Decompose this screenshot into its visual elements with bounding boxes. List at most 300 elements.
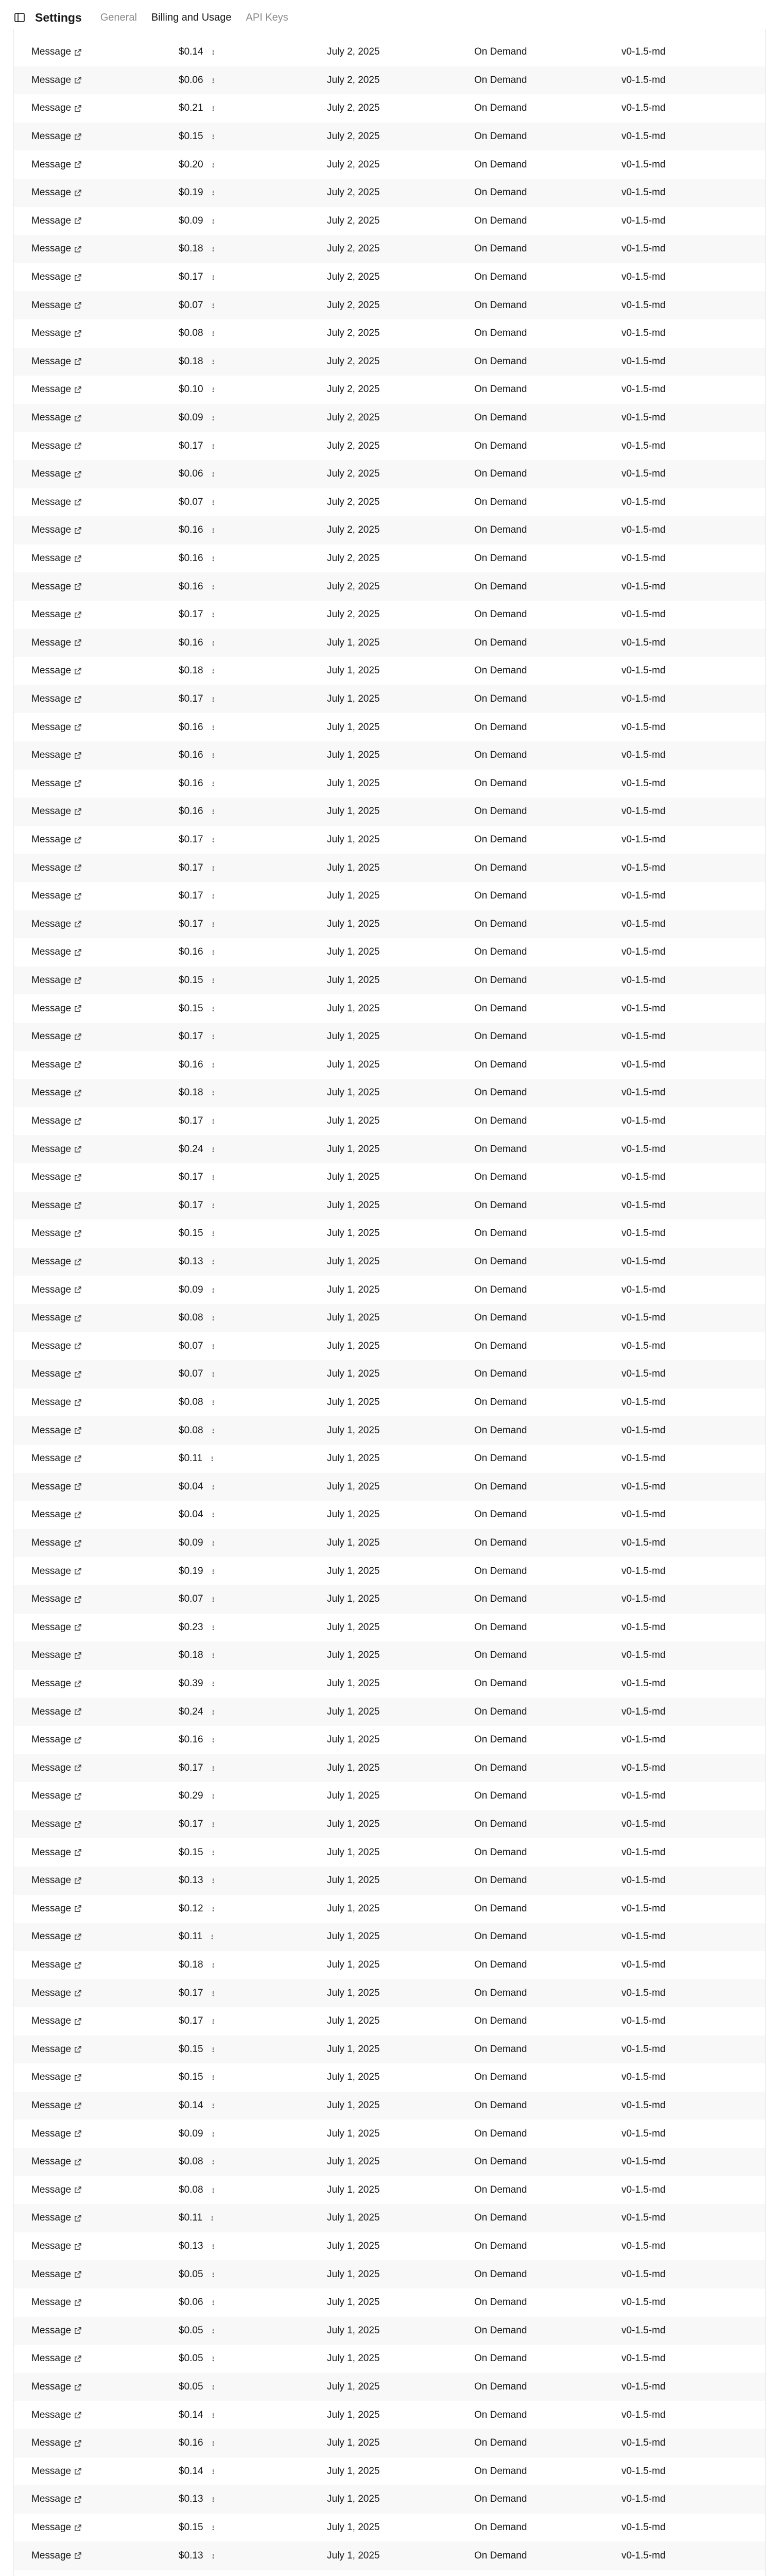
message-link[interactable] [31,553,82,564]
message-link[interactable] [31,806,82,817]
info-icon[interactable] [210,274,217,281]
message-link[interactable] [31,272,82,283]
tab-api-keys[interactable]: API Keys [246,12,288,23]
date-cell: July 1, 2025 [327,1172,380,1183]
message-link[interactable] [31,1875,82,1886]
info-icon[interactable] [210,977,217,984]
info-icon[interactable] [210,1370,217,1378]
info-icon[interactable] [210,330,217,337]
message-link[interactable] [31,1537,82,1549]
date-cell: July 1, 2025 [327,862,380,873]
message-label: Message [31,272,72,283]
external-link-icon [74,1539,82,1547]
message-link[interactable] [31,1228,82,1239]
model-cell: v0-1.5-md [621,750,666,761]
message-link[interactable] [31,131,82,142]
cost-cell [179,1734,217,1745]
external-link-icon [74,1201,82,1209]
info-icon[interactable] [210,1343,217,1350]
plan-cell: On Demand [474,384,527,395]
info-icon[interactable] [210,836,217,843]
cost-cell [179,1397,217,1408]
table-row [14,2232,765,2261]
info-icon[interactable] [210,2355,217,2362]
cost-value: $0.18 [179,243,203,255]
date-cell: July 1, 2025 [327,2184,380,2195]
date-cell: July 1, 2025 [327,1368,380,1380]
cost-value: $0.08 [179,1397,203,1408]
info-icon[interactable] [210,639,217,647]
message-link[interactable] [31,46,82,58]
info-icon[interactable] [210,527,217,534]
info-icon[interactable] [210,443,217,450]
info-icon[interactable] [210,470,217,478]
message-label: Message [31,1931,72,1942]
model-cell: v0-1.5-md [621,412,666,423]
table-row [14,1895,765,1923]
message-link[interactable] [31,609,82,620]
table-row [14,1192,765,1220]
external-link-icon [74,836,82,844]
info-icon[interactable] [210,555,217,562]
plan-cell: On Demand [474,1228,527,1239]
message-link[interactable] [31,2353,82,2364]
date-cell: July 2, 2025 [327,581,380,592]
message-link[interactable] [31,1200,82,1211]
info-icon[interactable] [210,1905,217,1912]
info-icon[interactable] [210,724,217,731]
info-icon[interactable] [210,133,217,140]
cost-cell [179,946,217,958]
model-cell: v0-1.5-md [621,1959,666,1971]
message-link[interactable] [31,2184,82,2196]
info-icon[interactable] [210,1202,217,1209]
cost-cell [179,1537,217,1549]
message-link[interactable] [31,1256,82,1267]
cost-value: $0.05 [179,2325,203,2336]
message-link[interactable] [31,1762,82,1774]
date-cell: July 1, 2025 [327,2156,380,2167]
info-icon[interactable] [210,808,217,815]
info-icon[interactable] [210,1061,217,1069]
message-link[interactable] [31,2325,82,2336]
info-icon[interactable] [210,1568,217,1575]
message-link[interactable] [31,1903,82,1914]
table-row [14,207,765,235]
message-link[interactable] [31,412,82,423]
plan-cell: On Demand [474,74,527,86]
info-icon[interactable] [209,2214,216,2222]
message-label: Message [31,1340,72,1351]
table-row [14,432,765,460]
cost-value: $0.07 [179,496,203,507]
message-label: Message [31,1115,72,1127]
info-icon[interactable] [210,1314,217,1321]
info-icon[interactable] [210,245,217,252]
plan-cell: On Demand [474,1594,527,1605]
info-icon[interactable] [210,77,217,84]
info-icon[interactable] [210,1005,217,1012]
plan-cell: On Demand [474,2550,527,2561]
message-link[interactable] [31,1312,82,1324]
message-link[interactable] [31,1284,82,1296]
info-icon[interactable] [210,2046,217,2053]
external-link-icon [74,808,82,816]
info-icon[interactable] [210,1539,217,1547]
message-link[interactable] [31,1594,82,1605]
cost-cell [179,2410,217,2421]
info-icon[interactable] [210,2327,217,2334]
external-link-icon [74,133,82,141]
info-icon[interactable] [210,1089,217,1096]
info-icon[interactable] [210,1792,217,1800]
cost-value: $0.15 [179,2522,203,2533]
table-row [14,770,765,798]
message-link[interactable] [31,243,82,255]
info-icon[interactable] [210,696,217,703]
info-icon[interactable] [210,1258,217,1265]
info-icon[interactable] [210,414,217,421]
message-link[interactable] [31,1087,82,1098]
model-cell: v0-1.5-md [621,1256,666,1267]
info-icon[interactable] [210,2524,217,2531]
plan-cell: On Demand [474,440,527,451]
message-link[interactable] [31,75,82,86]
cost-cell [179,1959,217,1971]
info-icon[interactable] [210,2439,217,2447]
message-link[interactable] [31,919,82,930]
table-row [14,516,765,545]
date-cell: July 1, 2025 [327,1594,380,1605]
message-link[interactable] [31,1059,82,1071]
message-label: Message [31,918,72,929]
message-link[interactable] [31,637,82,649]
info-icon[interactable] [210,2158,217,2165]
external-link-icon [74,2467,82,2475]
message-link[interactable] [31,778,82,789]
message-link[interactable] [31,2550,82,2562]
plan-cell: On Demand [474,2212,527,2224]
info-icon[interactable] [210,1877,217,1884]
external-link-icon [74,1680,82,1688]
table-row [14,994,765,1023]
message-link[interactable] [31,975,82,986]
message-link[interactable] [31,693,82,705]
message-link[interactable] [31,2297,82,2308]
message-link[interactable] [31,1650,82,1661]
info-icon[interactable] [210,611,217,618]
info-icon[interactable] [210,105,217,112]
message-label: Message [31,1621,72,1633]
info-icon[interactable] [210,2468,217,2475]
cost-cell [179,1228,217,1239]
cost-cell [179,1706,217,1718]
date-cell: July 1, 2025 [327,806,380,817]
message-link[interactable] [31,890,82,902]
message-link[interactable] [31,1509,82,1520]
info-icon[interactable] [210,2552,217,2560]
table-row [14,376,765,404]
message-link[interactable] [31,2381,82,2393]
info-icon[interactable] [210,1427,217,1434]
external-link-icon [74,274,82,281]
external-link-icon [74,1764,82,1772]
cost-cell [179,806,217,817]
info-icon[interactable] [209,1933,216,1940]
cost-cell [179,1678,217,1689]
info-icon[interactable] [210,1765,217,1772]
info-icon[interactable] [210,1146,217,1153]
info-icon[interactable] [210,667,217,674]
info-icon[interactable] [210,865,217,872]
date-cell: July 1, 2025 [327,1143,380,1155]
external-link-icon [74,2524,82,2532]
message-link[interactable] [31,2269,82,2280]
sidebar-toggle-button[interactable] [9,3,30,32]
plan-cell: On Demand [474,1537,527,1549]
message-link[interactable] [31,1988,82,1999]
info-icon[interactable] [210,2018,217,2025]
plan-cell: On Demand [474,299,527,311]
info-icon[interactable] [210,499,217,506]
model-cell: v0-1.5-md [621,609,666,620]
info-icon[interactable] [210,2271,217,2278]
info-icon[interactable] [210,2496,217,2503]
info-icon[interactable] [210,2299,217,2306]
message-link[interactable] [31,2522,82,2533]
message-link[interactable] [31,1734,82,1745]
message-link[interactable] [31,581,82,592]
message-link[interactable] [31,2044,82,2055]
info-icon[interactable] [210,189,217,196]
date-cell: July 1, 2025 [327,1003,380,1014]
date-cell: July 1, 2025 [327,2297,380,2308]
usage-table-panel [13,29,766,2576]
message-link[interactable] [31,2437,82,2449]
message-link[interactable] [31,187,82,198]
info-icon[interactable] [210,892,217,900]
message-link[interactable] [31,834,82,845]
message-link[interactable] [31,1706,82,1718]
external-link-icon [74,1061,82,1069]
cost-cell [179,2550,217,2562]
info-icon[interactable] [210,302,217,309]
date-cell: July 1, 2025 [327,1537,380,1549]
message-link[interactable] [31,722,82,733]
message-label: Message [31,2072,72,2083]
message-label: Message [31,1143,72,1155]
info-icon[interactable] [210,2383,217,2391]
table-row [14,2485,765,2514]
message-label: Message [31,2241,72,2252]
message-link[interactable] [31,497,82,508]
external-link-icon [74,752,82,759]
table-row [14,319,765,348]
info-icon[interactable] [210,1596,217,1603]
model-cell: v0-1.5-md [621,1425,666,1436]
message-link[interactable] [31,2466,82,2477]
message-link[interactable] [31,2128,82,2140]
cost-value: $0.08 [179,2156,203,2167]
message-link[interactable] [31,750,82,761]
tab-general[interactable]: General [100,12,137,23]
info-icon[interactable] [210,752,217,759]
model-cell: v0-1.5-md [621,1059,666,1070]
info-icon[interactable] [210,48,217,56]
message-link[interactable] [31,1368,82,1380]
date-cell: July 1, 2025 [327,1340,380,1351]
message-link[interactable] [31,2072,82,2083]
message-label: Message [31,975,72,986]
message-link[interactable] [31,2410,82,2421]
message-link[interactable] [31,300,82,311]
info-icon[interactable] [210,1680,217,1687]
model-cell: v0-1.5-md [621,1143,666,1155]
info-icon[interactable] [210,358,217,365]
info-icon[interactable] [210,1033,217,1040]
message-link[interactable] [31,215,82,227]
external-link-icon [74,1596,82,1603]
message-link[interactable] [31,1678,82,1689]
message-link[interactable] [31,1847,82,1858]
model-cell: v0-1.5-md [621,1312,666,1324]
info-icon[interactable] [210,1117,217,1125]
info-icon[interactable] [210,386,217,393]
info-icon[interactable] [209,1455,216,1462]
info-icon[interactable] [210,2130,217,2138]
info-icon[interactable] [210,217,217,225]
cost-cell [179,919,217,930]
message-link[interactable] [31,862,82,874]
message-label: Message [31,806,72,817]
info-icon[interactable] [210,2412,217,2419]
info-icon[interactable] [210,1624,217,1631]
external-link-icon [74,1342,82,1350]
model-cell: v0-1.5-md [621,243,666,255]
info-icon[interactable] [210,1961,217,1969]
message-label: Message [31,215,72,226]
message-link[interactable] [31,1003,82,1014]
message-link[interactable] [31,1959,82,1971]
plan-cell: On Demand [474,721,527,733]
external-link-icon [74,48,82,56]
message-link[interactable] [31,159,82,171]
cost-value: $0.17 [179,1987,203,1998]
model-cell: v0-1.5-md [621,1819,666,1830]
message-link[interactable] [31,328,82,339]
plan-cell: On Demand [474,2184,527,2195]
message-link[interactable] [31,665,82,676]
message-link[interactable] [31,2156,82,2167]
message-link[interactable] [31,2100,82,2111]
message-link[interactable] [31,1397,82,1408]
model-cell: v0-1.5-md [621,46,666,58]
cost-value: $0.11 [179,1453,203,1464]
info-icon[interactable] [210,1230,217,1237]
message-link[interactable] [31,468,82,480]
message-link[interactable] [31,2494,82,2505]
message-link[interactable] [31,2241,82,2252]
message-link[interactable] [31,1172,82,1183]
message-link[interactable] [31,1931,82,1942]
cost-cell [179,2381,217,2393]
info-icon[interactable] [210,2243,217,2250]
info-icon[interactable] [210,948,217,956]
model-cell: v0-1.5-md [621,834,666,845]
message-link[interactable] [31,356,82,367]
cost-value: $0.06 [179,74,203,86]
info-icon[interactable] [210,1736,217,1743]
message-link[interactable] [31,1031,82,1042]
cost-cell [179,1312,217,1324]
info-icon[interactable] [210,1821,217,1828]
info-icon[interactable] [210,161,217,168]
cost-cell [179,300,217,311]
message-link[interactable] [31,2015,82,2027]
message-link[interactable] [31,1144,82,1155]
info-icon[interactable] [210,921,217,928]
date-cell: July 1, 2025 [327,1621,380,1633]
table-row [14,1670,765,1698]
info-icon[interactable] [210,1399,217,1406]
message-label: Message [31,1397,72,1408]
model-cell: v0-1.5-md [621,1762,666,1773]
message-link[interactable] [31,946,82,958]
info-icon[interactable] [210,2074,217,2081]
message-link[interactable] [31,440,82,452]
cost-cell [179,1256,217,1267]
message-link[interactable] [31,1425,82,1436]
message-link[interactable] [31,1790,82,1802]
info-icon[interactable] [210,1483,217,1490]
info-icon[interactable] [210,2187,217,2194]
message-link[interactable] [31,103,82,114]
info-icon[interactable] [210,1286,217,1294]
table-row [14,1079,765,1107]
info-icon[interactable] [210,780,217,787]
message-link[interactable] [31,2212,82,2224]
info-icon[interactable] [210,2102,217,2109]
model-cell: v0-1.5-md [621,1706,666,1717]
info-icon[interactable] [210,1849,217,1856]
info-icon[interactable] [210,1511,217,1518]
model-cell: v0-1.5-md [621,1228,666,1239]
table-row [14,123,765,151]
message-link[interactable] [31,1566,82,1577]
info-icon[interactable] [210,583,217,590]
message-link[interactable] [31,1481,82,1493]
cost-value: $0.16 [179,553,203,564]
message-link[interactable] [31,1115,82,1127]
message-link[interactable] [31,1341,82,1352]
message-link[interactable] [31,384,82,395]
info-icon[interactable] [210,1652,217,1659]
external-link-icon [74,1286,82,1294]
message-link[interactable] [31,1622,82,1633]
info-icon[interactable] [210,1990,217,1997]
cost-value: $0.11 [179,2212,203,2224]
cost-value: $0.04 [179,1481,203,1492]
plan-cell: On Demand [474,1059,527,1070]
message-link[interactable] [31,524,82,536]
cost-cell [179,1594,217,1605]
tab-billing-and-usage[interactable]: Billing and Usage [151,3,232,32]
message-link[interactable] [31,1453,82,1464]
info-icon[interactable] [210,1174,217,1181]
message-link[interactable] [31,1819,82,1830]
info-icon[interactable] [210,1708,217,1716]
sidebar-toggle-icon [13,11,26,24]
